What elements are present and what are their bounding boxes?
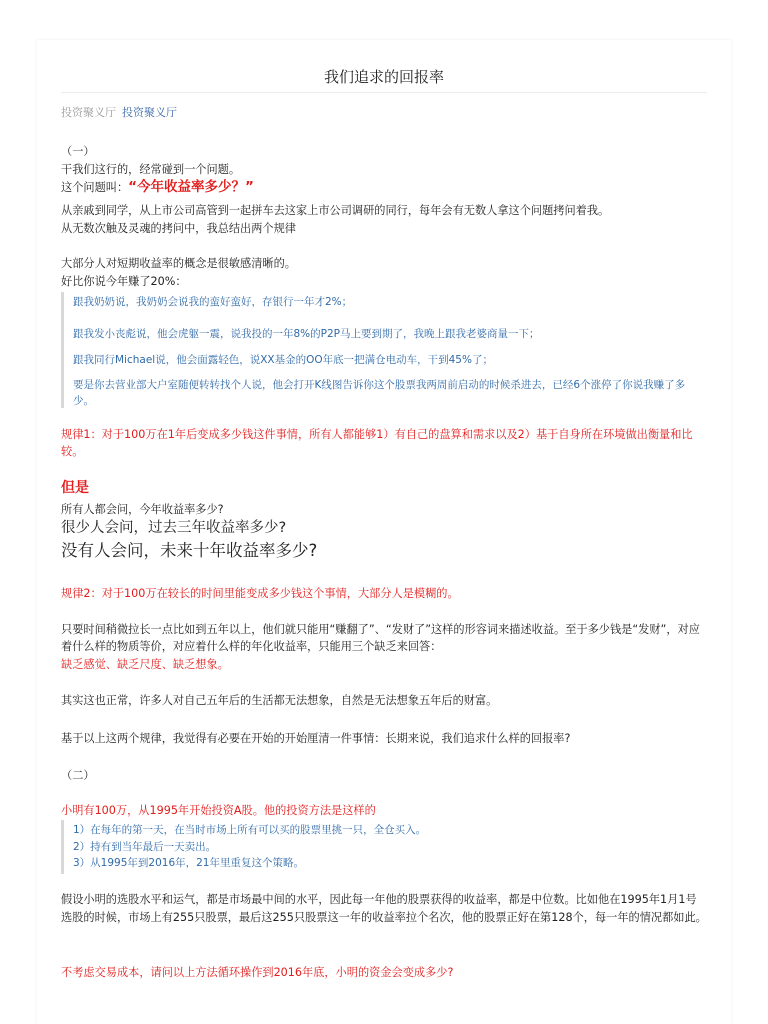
- quote-line: 跟我发小丧彪说，他会虎躯一震，说我投的一年8%的P2P马上要到期了，我晚上跟我老婆商量一下；: [73, 328, 540, 340]
- paragraph: 所有人都会问，今年收益率多少?: [61, 503, 224, 516]
- step-line: 1）在每年的第一天，在当时市场上所有可以买的股票里挑一只，全仓买入。: [73, 824, 427, 836]
- section-label: （二）: [61, 769, 95, 782]
- paragraph: 假设小明的选股水平和运气，都是市场最中间的水平，因此每一年他的股票获得的收益率，都是中位数。比如他在1995年1月1号选股的时候，市场上有255只股票，最后这255只股票这一年的收益率拉个名次，他的股票正好在第128个，每一年的情况都如此。: [61, 893, 707, 924]
- paragraph: 基于以上这两个规律，我觉得有必要在开始的开始厘清一件事情：长期来说，我们追求什么样的回报率?: [61, 732, 571, 745]
- article-meta: [61, 104, 707, 120]
- step-line: 2）持有到当年最后一天卖出。: [73, 841, 217, 853]
- quote-line: 要是你去营业部大户室随便转转找个人说，他会打开K线图告诉你这个股票我两周前启动的时候杀进去，已经6个涨停了你说我赚了多少。: [73, 379, 686, 407]
- steps-block: [61, 820, 710, 874]
- section-label: （一）: [61, 145, 95, 158]
- title-divider: [61, 92, 707, 93]
- page-title: 我们追求的回报率: [323, 68, 444, 86]
- but-heading: 但是: [61, 480, 89, 496]
- paragraph-larger: 没有人会问，未来十年收益率多少?: [61, 541, 318, 560]
- source-label: 投资聚义厅: [61, 106, 116, 119]
- question-prefix: 这个问题叫：: [61, 181, 129, 194]
- quote-block: [61, 292, 710, 408]
- author-link[interactable]: 投资聚义厅: [122, 106, 177, 119]
- paragraph: 其实这也正常，许多人对自己五年后的生活都无法想象，自然是无法想象五年后的财富。: [61, 694, 498, 707]
- section-intro: 小明有100万，从1995年开始投资A股。他的投资方法是这样的: [61, 804, 376, 817]
- paragraph: 好比你说今年赚了20%：: [61, 275, 187, 288]
- question-highlight: “今年收益率多少？”: [128, 179, 254, 195]
- quote-line: 跟我同行Michael说，他会面露轻色，说XX基金的OO年底一把满仓电动车，干到45%了；: [73, 354, 493, 366]
- paragraph-large: 很少人会问，过去三年收益率多少?: [61, 520, 287, 536]
- paragraph: 干我们这行的，经常碰到一个问题。: [61, 163, 241, 176]
- step-line: 3）从1995年到2016年，21年里重复这个策略。: [73, 857, 304, 869]
- article-card: [37, 40, 731, 1024]
- paragraph-red: 缺乏感觉、缺乏尺度、缺乏想象。: [61, 658, 229, 671]
- question-line: [61, 179, 707, 196]
- question-red: 不考虑交易成本，请问以上方法循环操作到2016年底，小明的资金会变成多少?: [61, 966, 454, 979]
- rule-2: 规律2：对于100万在较长的时间里能变成多少钱这个事情，大部分人是模糊的。: [61, 587, 459, 600]
- paragraph: 从无数次触及灵魂的拷问中，我总结出两个规律: [61, 222, 296, 235]
- paragraph: 大部分人对短期收益率的概念是很敏感清晰的。: [61, 257, 296, 270]
- rule-1: 规律1：对于100万在1年后变成多少钱这件事情，所有人都能够1）有自己的盘算和需求以及2）基于自身所在环境做出衡量和比较。: [61, 428, 693, 458]
- paragraph: 只要时间稍微拉长一点比如到五年以上，他们就只能用“赚翻了”、“发财了”这样的形容词来描述收益。至于多少钱是“发财”，对应着什么样的物质等价，对应着什么样的年化收益率，只能用三个缺乏来回答：: [61, 623, 700, 653]
- paragraph: 从亲戚到同学，从上市公司高管到一起拼车去这家上市公司调研的同行，每年会有无数人拿这个问题拷问着我。: [61, 204, 610, 217]
- quote-line: 跟我奶奶说，我奶奶会说我的蛮好蛮好，存银行一年才2%；: [73, 296, 353, 308]
